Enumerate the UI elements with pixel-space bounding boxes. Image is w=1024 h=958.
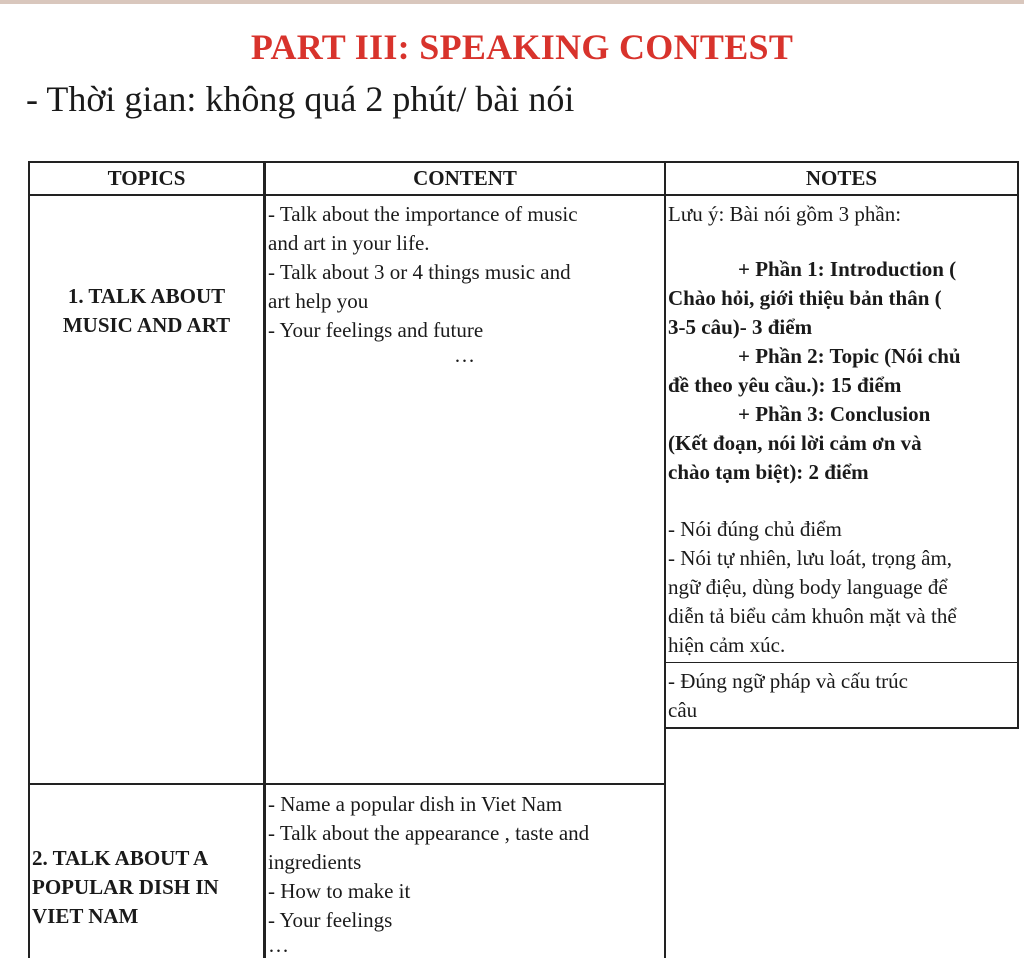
notes-parts — [668, 200, 1017, 487]
notes-line: đề theo yêu cầu.): 15 điểm — [668, 373, 902, 397]
notes-line: câu — [668, 698, 698, 722]
content-ellipsis: … — [454, 343, 475, 367]
notes-intro: Lưu ý: Bài nói gồm 3 phần: — [668, 202, 902, 226]
content-1 — [268, 200, 664, 365]
topic-1 — [30, 282, 263, 340]
topic-line: POPULAR DISH IN — [32, 875, 219, 899]
content-line: and art in your life. — [268, 231, 430, 255]
notes-line: + Phần 3: Conclusion — [738, 402, 931, 426]
notes-line: diễn tả biểu cảm khuôn mặt và thể — [668, 604, 957, 628]
notes-divider-2 — [664, 727, 1019, 729]
notes-line: hiện cảm xúc. — [668, 633, 786, 657]
notes-line: chào tạm biệt): 2 điểm — [668, 460, 869, 484]
topic-line: 1. TALK ABOUT — [67, 284, 226, 308]
content-line: - Talk about the importance of music — [268, 202, 578, 226]
top-border — [0, 0, 1024, 4]
page-subtitle: - Thời gian: không quá 2 phút/ bài nói — [26, 79, 575, 119]
header-content: CONTENT — [413, 166, 517, 190]
content-line: - Your feelings and future — [268, 318, 484, 342]
header-notes: NOTES — [805, 166, 878, 190]
notes-line: + Phần 1: Introduction ( — [738, 257, 957, 281]
column-divider-1 — [263, 161, 266, 958]
notes-line: - Nói đúng chủ điểm — [668, 517, 842, 541]
row-divider — [28, 783, 666, 785]
notes-line: 3-5 câu)- 3 điểm — [668, 315, 813, 339]
topic-line: VIET NAM — [32, 904, 139, 928]
notes-criteria — [668, 515, 1017, 660]
content-line: - How to make it — [268, 879, 411, 903]
content-line: - Talk about the appearance , taste and — [268, 821, 590, 845]
page-title: PART III: SPEAKING CONTEST — [250, 27, 794, 67]
notes-divider-1 — [664, 662, 1019, 663]
content-line: art help you — [268, 289, 369, 313]
content-line: ingredients — [268, 850, 362, 874]
topic-2 — [32, 844, 263, 931]
notes-line: - Nói tự nhiên, lưu loát, trọng âm, — [668, 546, 953, 570]
notes-line: (Kết đoạn, nói lời cảm ơn và — [668, 431, 922, 455]
content-2 — [268, 790, 664, 955]
header-topics: TOPICS — [107, 166, 186, 190]
column-divider-2 — [664, 161, 666, 958]
content-line: - Talk about 3 or 4 things music and — [268, 260, 571, 284]
content-line: - Name a popular dish in Viet Nam — [268, 792, 563, 816]
notes-grammar — [668, 667, 1017, 725]
header-divider — [28, 194, 1019, 196]
content-line: - Your feelings — [268, 908, 393, 932]
table-border-left — [28, 161, 30, 958]
table-border-top — [28, 161, 1019, 163]
topic-line: 2. TALK ABOUT A — [32, 846, 209, 870]
content-ellipsis: … — [268, 933, 289, 957]
notes-line: - Đúng ngữ pháp và cấu trúc — [668, 669, 908, 693]
notes-line: + Phần 2: Topic (Nói chủ — [738, 344, 961, 368]
notes-line: ngữ điệu, dùng body language để — [668, 575, 948, 599]
topic-line: MUSIC AND ART — [62, 313, 231, 337]
table-border-right — [1017, 161, 1019, 728]
notes-line: Chào hỏi, giới thiệu bản thân ( — [668, 286, 942, 310]
